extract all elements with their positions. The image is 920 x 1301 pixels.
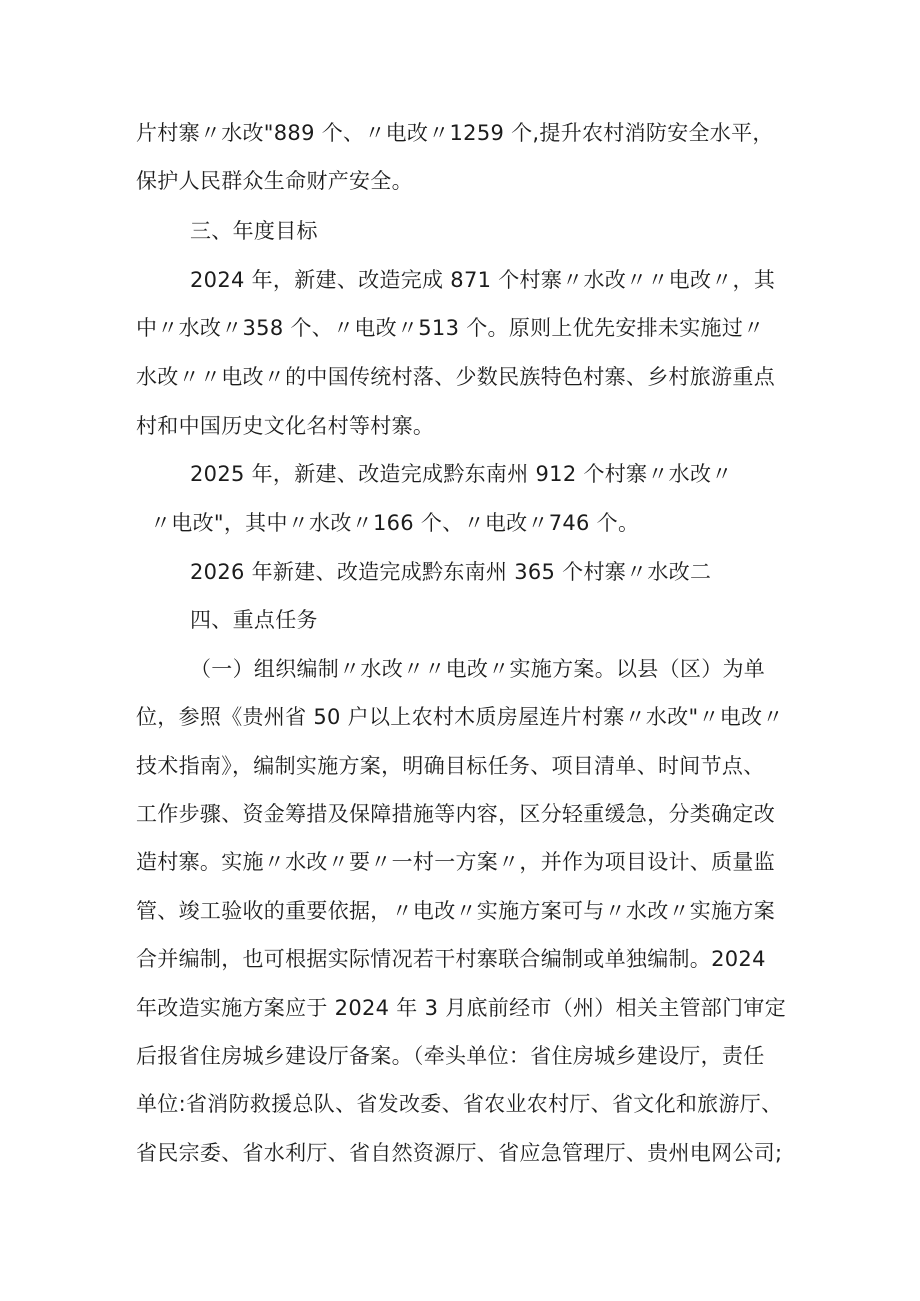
body-line: 2026 年新建、改造完成黔东南州 365 个村寨〃水改二 — [190, 560, 712, 584]
body-line: 〃电改"，其中〃水改〃166 个、〃电改〃746 个。 — [150, 511, 640, 535]
body-line: 2025 年，新建、改造完成黔东南州 912 个村寨〃水改〃 — [190, 462, 733, 486]
body-line: 年改造实施方案应于 2024 年 3 月底前经市（州）相关主管部门审定 — [136, 996, 787, 1020]
body-line: 单位:省消防救援总队、省发改委、省农业农村厅、省文化和旅游厅、 — [136, 1092, 783, 1116]
body-line: 省民宗委、省水利厅、省自然资源厅、省应急管理厅、贵州电网公司; — [136, 1141, 783, 1165]
body-line: 2024 年，新建、改造完成 871 个村寨〃水改〃〃电改〃，其 — [190, 268, 776, 292]
body-line: （一）组织编制〃水改〃〃电改〃实施方案。以县（区）为单 — [190, 657, 766, 681]
body-line: 工作步骤、资金筹措及保障措施等内容，区分轻重缓急，分类确定改 — [136, 802, 775, 826]
body-line: 后报省住房城乡建设厅备案。（牵头单位：省住房城乡建设厅，责任 — [136, 1044, 765, 1068]
section-heading: 四、重点任务 — [190, 608, 318, 632]
body-line: 村和中国历史文化名村等村寨。 — [136, 414, 435, 438]
body-line: 水改〃〃电改〃的中国传统村落、少数民族特色村寨、乡村旅游重点 — [136, 365, 775, 389]
body-line: 保护人民群众生命财产安全。 — [136, 169, 413, 193]
body-line: 片村寨〃水改"889 个、〃电改〃1259 个,提升农村消防安全水平， — [136, 121, 774, 145]
body-line: 合并编制，也可根据实际情况若干村寨联合编制或单独编制。2024 — [136, 947, 766, 971]
body-line: 中〃水改〃358 个、〃电改〃513 个。原则上优先安排未实施过〃 — [136, 316, 765, 340]
body-line: 技术指南》，编制实施方案，明确目标任务、项目清单、时间节点、 — [136, 754, 765, 778]
section-heading: 三、年度目标 — [190, 219, 318, 243]
body-line: 造村寨。实施〃水改〃要〃一村一方案〃，并作为项目设计、质量监 — [136, 850, 775, 874]
body-line: 管、竣工验收的重要依据，〃电改〃实施方案可与〃水改〃实施方案 — [136, 899, 775, 923]
body-line: 位，参照《贵州省 50 户以上农村木质房屋连片村寨〃水改"〃电改〃 — [136, 705, 784, 729]
